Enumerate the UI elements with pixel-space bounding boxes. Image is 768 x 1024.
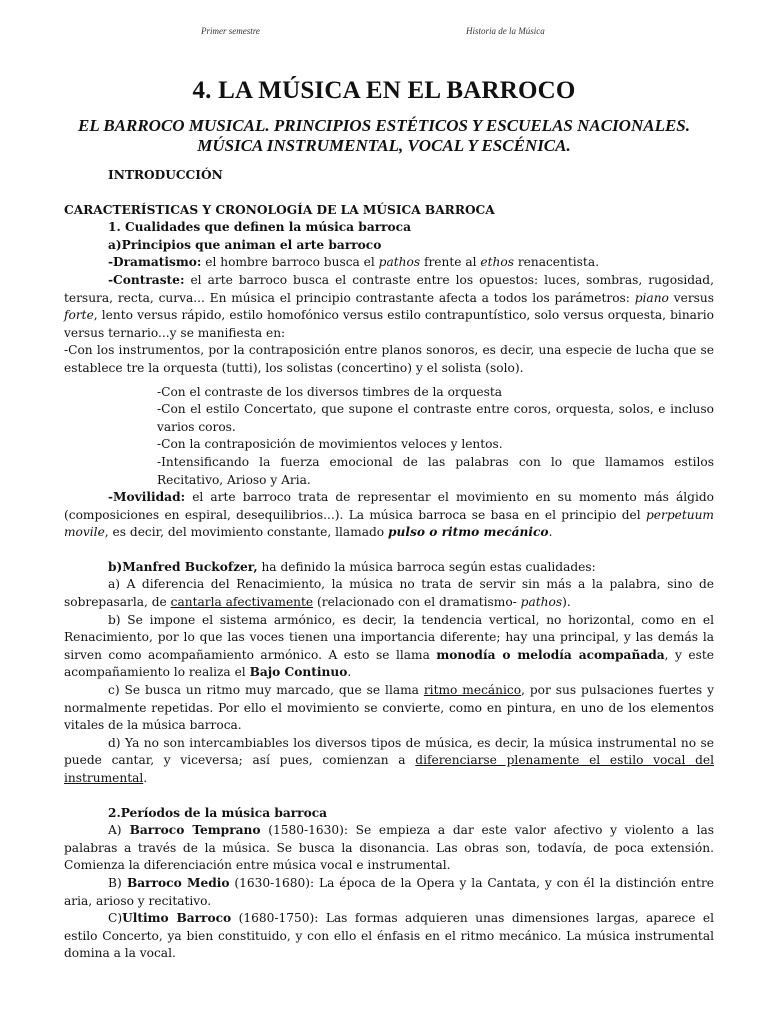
quality-d-paragraph xyxy=(64,735,714,788)
text-span: , y este acompañamiento lo realiza el xyxy=(64,647,714,680)
term-bajo-continuo: Bajo Continuo xyxy=(249,665,348,680)
page-title: 4. LA MÚSICA EN EL BARROCO xyxy=(192,77,576,104)
text-span: Se impone el sistema armónico, es decir, la tendencia vertical, no horizontal, como en el Renacimiento, por lo que las voces tienen una importancia diferente; hay una principal, y las demás la sirven como acompañamiento armónico. A esto se llama xyxy=(64,612,714,662)
text-span: frente al xyxy=(420,255,481,270)
period-b-paragraph xyxy=(64,875,714,910)
movilidad-paragraph xyxy=(64,489,714,542)
period-a-paragraph xyxy=(64,822,714,875)
item-label: c) xyxy=(108,683,120,698)
text-span: . xyxy=(548,525,553,540)
list-item: -Con el estilo Concertato, que supone el contraste entre coros, orquesta, solos, e incluso varios coros. xyxy=(157,402,714,434)
subtitle-line-1: EL BARROCO MUSICAL. PRINCIPIOS ESTÉTICOS Y ESCUELAS NACIONALES. xyxy=(77,116,691,135)
text-span: . xyxy=(347,665,352,680)
subtitle-line-2: MÚSICA INSTRUMENTAL, VOCAL Y ESCÉNICA. xyxy=(197,136,571,155)
text-span: , por sus pulsaciones fuertes y normalmente repetidas. Por ello el movimiento se convierte, como en pintura, en uno de los elementos vitales de la música barroca. xyxy=(64,683,714,733)
document-body xyxy=(64,167,714,963)
dramatismo-paragraph xyxy=(64,254,714,272)
term-perpetuum-movile: perpetuum movile xyxy=(64,507,714,540)
text-span: . xyxy=(143,771,148,785)
item-label: C) xyxy=(108,911,123,926)
quality-c-paragraph xyxy=(64,682,714,735)
underlined-term: diferenciarse plenamente el estilo vocal del instrumental xyxy=(64,753,715,785)
intro-heading: INTRODUCCIÓN xyxy=(108,168,223,182)
instrumentos-paragraph: -Con los instrumentos, por la contraposición entre planos sonoros, es decir, una especie de lucha que se establece tre la orquesta (tutti), los solistas (concertino) y el solista (solo). xyxy=(64,343,714,375)
contraste-label: -Contraste: xyxy=(108,272,185,287)
text-span: : Se empieza a dar este valor afectivo y violento a las palabras a través de la música. Se busca la disonancia. Las obras son, todavía, de poca extensión. Comienza la diferenciación entre música vocal e instrumental. xyxy=(64,823,714,873)
list-item: -Con la contraposición de movimientos veloces y lentos. xyxy=(157,437,503,452)
period-dates: (1580-1630) xyxy=(260,823,344,838)
period-name: Barroco Temprano xyxy=(121,823,261,838)
list-item: -Intensificando la fuerza emocional de las palabras con lo que llamamos estilos Recitativo, Arioso y Aria. xyxy=(157,454,714,487)
underlined-term: ritmo mecánico xyxy=(423,683,522,698)
period-name: Barroco Medio xyxy=(121,875,230,890)
subsection-1-heading: 1. Cualidades que definen la música barroca xyxy=(108,220,412,235)
period-name: Ultimo Barroco xyxy=(122,911,232,926)
text-span: versus xyxy=(668,290,715,305)
dramatismo-label: -Dramatismo: xyxy=(108,255,202,270)
quality-b-paragraph xyxy=(64,612,714,682)
term-forte: forte xyxy=(64,308,94,323)
subsection-a-heading: a)Principios que animan el arte barroco xyxy=(108,237,382,252)
quality-a-paragraph xyxy=(64,576,714,611)
text-span: Se busca un ritmo muy marcado, que se llama xyxy=(119,683,424,698)
term-pathos: pathos xyxy=(378,255,421,270)
term-monodia: monodía o melodía acompañada xyxy=(436,647,665,662)
contrast-list xyxy=(64,384,714,490)
subsection-b-label: b)Manfred Buckofzer, xyxy=(108,559,258,574)
text-span: : Las formas adquieren unas dimensiones largas, aparece el estilo Concerto, ya bien constituido, y con ello el énfasis en el ritmo mecánico. La música instrumental domina a la vocal. xyxy=(64,911,714,961)
item-label: b) xyxy=(108,612,121,627)
term-pathos: pathos xyxy=(520,595,563,610)
text-span: (relacionado con el dramatismo- xyxy=(313,595,521,610)
list-item: -Con el contraste de los diversos timbres de la orquesta xyxy=(157,384,503,399)
text-span: ). xyxy=(562,595,571,610)
text-span: el arte barroco busca el contraste entre los opuestos: luces, sombras, rugosidad, tersura, recta, curva... En música el principio contrastante afecta a todos los parámetros: xyxy=(64,272,714,305)
section-heading: CARACTERÍSTICAS Y CRONOLOGÍA DE LA MÚSICA BARROCA xyxy=(64,202,495,217)
period-c-paragraph xyxy=(64,910,714,963)
subsection-2-heading: 2.Períodos de la música barroca xyxy=(108,805,328,820)
period-dates: (1630-1680) xyxy=(229,875,311,890)
term-ethos: ethos xyxy=(480,255,514,270)
text-span: el arte barroco trata de representar el movimiento en su momento más álgido (composiciones en espiral, desequilibrios...). La música barroca se basa en el principio del xyxy=(64,490,714,522)
header-left: Primer semestre xyxy=(201,26,260,36)
text-span: , lento versus rápido, estilo homofónico versus estilo contrapuntístico, solo versus orquesta, binario versus ternario...y se manifiesta en: xyxy=(64,308,714,340)
subsection-b-heading xyxy=(64,559,714,577)
item-label: A) xyxy=(108,823,122,838)
contraste-paragraph xyxy=(64,272,714,342)
period-dates: (1680-1750) xyxy=(231,911,315,926)
item-label: B) xyxy=(108,875,122,890)
text-span: el hombre barroco busca el xyxy=(201,255,379,270)
text-span: renacentista. xyxy=(513,255,599,270)
underlined-term: cantarla afectivamente xyxy=(170,595,314,610)
term-pulso: pulso o ritmo mecánico xyxy=(387,525,549,540)
text-span: Ya no son intercambiables los diversos tipos de música, es decir, la música instrumental no se puede cantar, y viceversa; así pues, comienzan a xyxy=(64,735,714,768)
term-piano: piano xyxy=(634,290,669,305)
header-right: Historia de la Música xyxy=(466,26,545,36)
item-label: a) xyxy=(108,577,121,592)
text-span: : La época de la Opera y la Cantata, y con él la distinción entre aria, arioso y recitativo. xyxy=(64,875,714,908)
page-subtitle xyxy=(0,116,768,156)
item-label: d) xyxy=(108,735,121,750)
text-span: ha definido la música barroca según estas cualidades: xyxy=(257,559,596,574)
text-span: A diferencia del Renacimiento, la música no trata de servir sin más a la palabra, sino de sobrepasarla, de xyxy=(64,577,714,610)
movilidad-label: -Movilidad: xyxy=(108,490,186,505)
text-span: , es decir, del movimiento constante, llamado xyxy=(104,525,388,540)
